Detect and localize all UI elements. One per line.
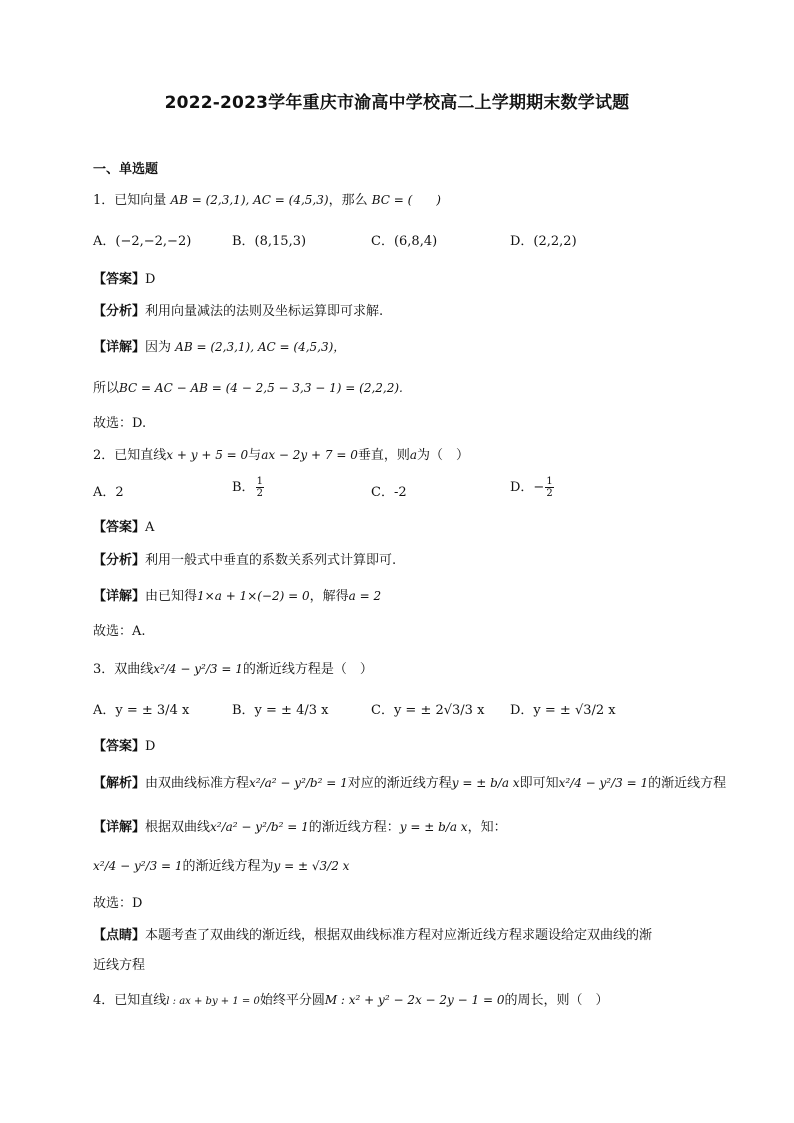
q2-answer: 【答案】A	[93, 520, 155, 535]
question-2: 2．已知直线x + y + 5 = 0与ax − 2y + 7 = 0垂直，则a为（ ）	[93, 448, 470, 463]
q3-analysis: 【解析】由双曲线标准方程x²/a² − y²/b² = 1对应的渐近线方程y = ± b/a x即可知x²/4 − y²/3 = 1的渐近线方程	[93, 776, 727, 791]
q1-answer: 【答案】D	[93, 272, 156, 287]
q3-detail-2: x²/4 − y²/3 = 1的渐近线方程为y = ± √3/2 x	[93, 859, 350, 874]
q3-option-a: A．y = ± 3/4 x	[93, 703, 190, 718]
q2-option-b: B． $\frac{1}{2}$	[232, 476, 263, 499]
q3-option-d: D．y = ± √3/2 x	[510, 703, 616, 718]
q3-detail-1: 【详解】根据双曲线x²/a² − y²/b² = 1的渐近线方程：y = ± b/a x，知：	[93, 820, 507, 835]
q1-choose: 故选：D.	[93, 416, 147, 431]
page-title: 2022-2023学年重庆市渝高中学校高二上学期期末数学试题	[164, 93, 630, 113]
q1-analysis: 【分析】利用向量减法的法则及坐标运算即可求解.	[93, 304, 384, 319]
q3-answer: 【答案】D	[93, 739, 156, 754]
question-3: 3．双曲线x²/4 − y²/3 = 1的渐近线方程是（ ）	[93, 662, 373, 677]
q2-analysis: 【分析】利用一般式中垂直的系数关系列式计算即可.	[93, 553, 397, 568]
q3-option-b: B．y = ± 4/3 x	[232, 703, 329, 718]
q1-option-a: A．(−2,−2,−2)	[93, 234, 192, 249]
q2-option-a: A．2	[93, 485, 124, 500]
q3-comment: 【点睛】本题考查了双曲线的渐近线，根据双曲线标准方程对应渐近线方程求题设给定双曲线的渐	[93, 928, 653, 943]
q3-comment-2: 近线方程	[93, 958, 146, 973]
section-heading: 一、单选题	[93, 162, 159, 177]
q1-option-b: B．(8,15,3)	[232, 234, 307, 249]
q2-option-c: C．-2	[371, 485, 407, 500]
q1-ask: BC = ( )	[371, 193, 441, 207]
q1-option-c: C．(6,8,4)	[371, 234, 438, 249]
question-1: 1．已知向量 AB = (2,3,1), AC = (4,5,3)，那么 BC = ( )	[93, 193, 441, 208]
q1-option-d: D．(2,2,2)	[510, 234, 577, 249]
q2-option-d: D．− $\frac{1}{2}$	[510, 476, 553, 499]
q2-detail: 【详解】由已知得1×a + 1×(−2) = 0，解得a = 2	[93, 589, 382, 604]
q1-detail-1: 【详解】因为 AB = (2,3,1), AC = (4,5,3)，	[93, 340, 346, 355]
q3-choose: 故选：D	[93, 896, 143, 911]
q3-option-c: C．y = ± 2√3/3 x	[371, 703, 485, 718]
q1-condition: AB = (2,3,1), AC = (4,5,3)	[170, 193, 329, 207]
question-4: 4．已知直线l : ax + by + 1 = 0始终平分圆M : x² + y² − 2x − 2y − 1 = 0的周长，则（ ）	[93, 993, 609, 1008]
q1-detail-2: 所以BC = AC − AB = (4 − 2,5 − 3,3 − 1) = (2,2,2).	[93, 381, 403, 396]
q2-choose: 故选：A.	[93, 624, 146, 639]
